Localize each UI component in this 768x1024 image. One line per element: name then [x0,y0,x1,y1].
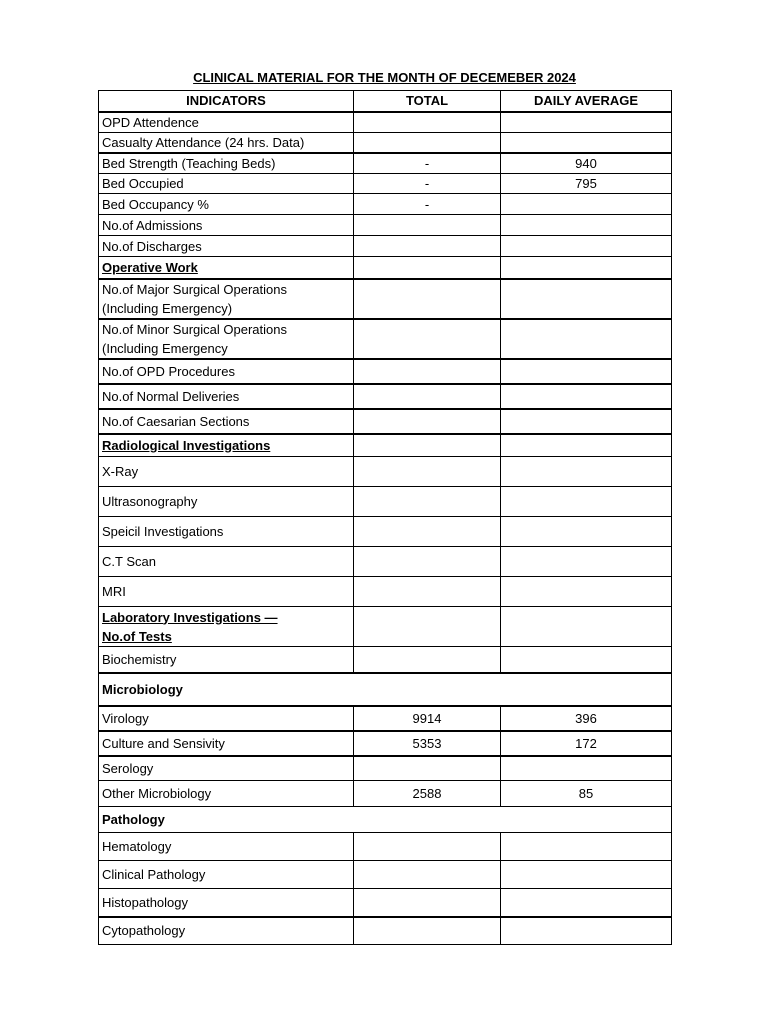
row-daily-average [501,194,672,215]
section-row-operative-work [99,257,672,279]
row-total: 9914 [354,706,501,731]
row-label: Serology [99,756,354,781]
row-label: Cytopathology [99,917,354,945]
table-row [99,279,672,319]
table-row [99,112,672,133]
row-label: Bed Occupancy % [99,194,354,215]
row-total [354,577,501,607]
row-label: Histopathology [99,889,354,917]
table-row [99,319,672,359]
section-heading: Microbiology [99,673,672,706]
section-row-laboratory [99,607,672,647]
row-label [99,279,354,319]
header-row [99,91,672,112]
row-label: Casualty Attendance (24 hrs. Data) [99,133,354,153]
row-label-line2: (Including Emergency) [102,300,233,316]
table-row [99,359,672,384]
row-total [354,133,501,153]
section-heading [99,607,354,647]
row-label: Ultrasonography [99,487,354,517]
row-label: No.of Normal Deliveries [99,384,354,409]
table-row [99,833,672,861]
table-row [99,236,672,257]
table-row [99,457,672,487]
row-total [354,756,501,781]
row-label: Clinical Pathology [99,861,354,889]
row-daily-average [501,359,672,384]
table-row [99,781,672,807]
header-indicators: INDICATORS [99,91,354,112]
row-total [354,236,501,257]
row-daily-average [501,215,672,236]
row-total [354,112,501,133]
clinical-material-table [98,90,672,945]
row-daily-average: 795 [501,174,672,194]
row-total [354,607,501,647]
table-row [99,731,672,756]
row-label: Other Microbiology [99,781,354,807]
row-total [354,917,501,945]
table-row [99,889,672,917]
row-daily-average [501,236,672,257]
table-row [99,409,672,434]
table-row [99,706,672,731]
section-heading: Pathology [99,807,672,833]
table-row [99,487,672,517]
row-total [354,257,501,279]
row-daily-average: 172 [501,731,672,756]
row-total [354,547,501,577]
row-label: No.of Caesarian Sections [99,409,354,434]
table-row [99,517,672,547]
row-daily-average [501,647,672,673]
row-daily-average [501,487,672,517]
row-total [354,434,501,457]
row-total [354,409,501,434]
section-row-microbiology [99,673,672,706]
row-daily-average: 396 [501,706,672,731]
row-daily-average [501,547,672,577]
row-daily-average: 940 [501,153,672,174]
table-row [99,174,672,194]
table-row [99,577,672,607]
table-row [99,756,672,781]
row-label: Bed Strength (Teaching Beds) [99,153,354,174]
row-total [354,457,501,487]
row-total: - [354,174,501,194]
header-total: TOTAL [354,91,501,112]
row-total [354,861,501,889]
row-daily-average [501,861,672,889]
row-daily-average [501,409,672,434]
table-row [99,194,672,215]
row-total [354,319,501,359]
row-label: Culture and Sensivity [99,731,354,756]
row-label: Hematology [99,833,354,861]
row-daily-average [501,833,672,861]
row-total [354,279,501,319]
row-label: C.T Scan [99,547,354,577]
table-row [99,861,672,889]
row-label: No.of OPD Procedures [99,359,354,384]
row-total [354,359,501,384]
row-total: 5353 [354,731,501,756]
table-row [99,153,672,174]
row-daily-average [501,457,672,487]
row-total: 2588 [354,781,501,807]
row-daily-average [501,756,672,781]
row-daily-average [501,577,672,607]
section-row-pathology [99,807,672,833]
table-row [99,547,672,577]
row-total [354,833,501,861]
row-label: No.of Discharges [99,236,354,257]
row-daily-average: 85 [501,781,672,807]
row-total [354,384,501,409]
row-total: - [354,153,501,174]
row-label-line2: (Including Emergency [102,340,228,356]
page-title: CLINICAL MATERIAL FOR THE MONTH OF DECEMEBER 2024 [193,70,576,85]
row-label: No.of Admissions [99,215,354,236]
row-daily-average [501,257,672,279]
row-label: Speicil Investigations [99,517,354,547]
row-total [354,215,501,236]
row-daily-average [501,434,672,457]
section-heading: Operative Work [99,257,354,279]
row-label: Biochemistry [99,647,354,673]
table-row [99,917,672,945]
row-total [354,487,501,517]
row-total [354,889,501,917]
section-heading-line1: Laboratory Investigations — [102,609,278,625]
row-label-line1: No.of Major Surgical Operations [102,281,287,297]
row-label: Virology [99,706,354,731]
table-row [99,215,672,236]
row-daily-average [501,607,672,647]
row-total [354,647,501,673]
row-daily-average [501,112,672,133]
row-label: X-Ray [99,457,354,487]
row-label [99,319,354,359]
row-daily-average [501,319,672,359]
row-daily-average [501,133,672,153]
row-daily-average [501,889,672,917]
row-label: MRI [99,577,354,607]
header-daily-average: DAILY AVERAGE [501,91,672,112]
row-label: Bed Occupied [99,174,354,194]
row-label-line1: No.of Minor Surgical Operations [102,321,287,337]
section-row-radiological [99,434,672,457]
table-row [99,647,672,673]
row-label: OPD Attendence [99,112,354,133]
row-daily-average [501,917,672,945]
section-heading: Radiological Investigations [99,434,354,457]
section-heading-line2: No.of Tests [102,628,172,644]
row-daily-average [501,279,672,319]
row-daily-average [501,384,672,409]
row-total [354,517,501,547]
table-row [99,133,672,153]
row-total: - [354,194,501,215]
row-daily-average [501,517,672,547]
table-row [99,384,672,409]
